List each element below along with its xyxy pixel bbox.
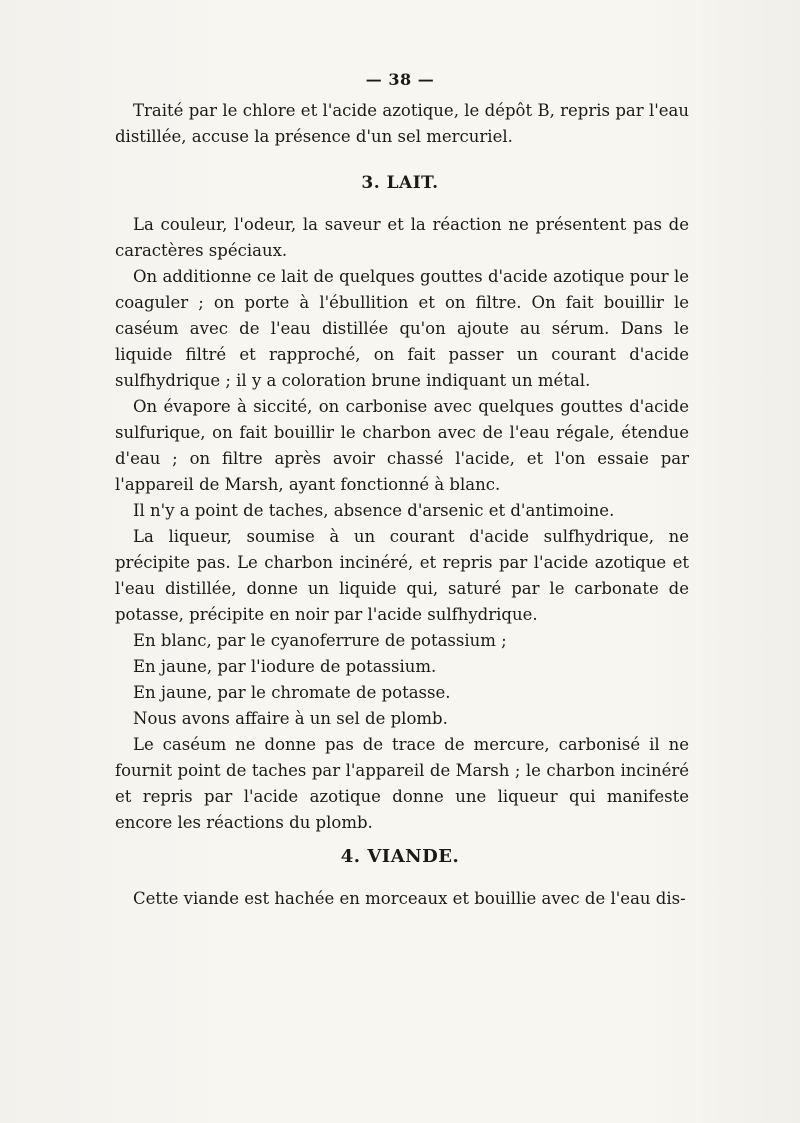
list-item: En jaune, par l'iodure de potassium. bbox=[133, 657, 437, 676]
section-heading-viande: 4. VIANDE. bbox=[340, 846, 460, 867]
lait-paragraph-3: On évapore à siccité, on carbonise avec quelques gouttes d'acide sulfurique, on fait bouillir le charbon avec de l'eau régale, étendue d'eau ; on filtre après avoir chassé l'acide, et l'on essaie par l'appareil de Marsh, ayant fonctionné à blanc. bbox=[115, 397, 689, 494]
page-number: — 38 — bbox=[365, 70, 435, 89]
section-heading-lait: 3. LAIT. bbox=[361, 173, 439, 193]
list-item: En blanc, par le cyanoferrure de potassium ; bbox=[133, 631, 507, 650]
list-item: Nous avons affaire à un sel de plomb. bbox=[133, 709, 448, 728]
lait-paragraph-5: La liqueur, soumise à un courant d'acide sulfhydrique, ne précipite pas. Le charbon incinéré, et repris par l'acide azotique et l'eau distillée, donne un liquide qui, saturé par le carbonate de potasse, précipite en noir par l'acide sulfhydrique. bbox=[115, 527, 689, 624]
lait-paragraph-4: Il n'y a point de taches, absence d'arsenic et d'antimoine. bbox=[133, 501, 615, 520]
lait-closing-paragraph: Le caséum ne donne pas de trace de mercure, carbonisé il ne fournit point de taches par l'appareil de Marsh ; le charbon incinéré et repris par l'acide azotique donne une liqueur qui manifeste encore les réactions du plomb. bbox=[115, 735, 689, 832]
lait-paragraph-1: La couleur, l'odeur, la saveur et la réaction ne présentent pas de caractères spéciaux. bbox=[115, 215, 689, 260]
intro-paragraph: Traité par le chlore et l'acide azotique, le dépôt B, repris par l'eau distillée, accuse la présence d'un sel mercuriel. bbox=[115, 101, 689, 146]
list-item: En jaune, par le chromate de potasse. bbox=[133, 683, 451, 702]
section-viande-body bbox=[115, 886, 689, 912]
lait-paragraph-2: On additionne ce lait de quelques gouttes d'acide azotique pour le coaguler ; on porte à l'ébullition et on filtre. On fait bouillir le caséum avec de l'eau distillée qu'on ajoute au sérum. Dans le liquide filtré et rapproché, on fait passer un courant d'acide sulfhydrique ; il y a coloration brune indiquant un métal. bbox=[115, 267, 689, 390]
section-lait-body bbox=[115, 212, 689, 836]
viande-paragraph: Cette viande est hachée en morceaux et bouillie avec de l'eau dis- bbox=[133, 889, 686, 908]
intro-block bbox=[115, 98, 689, 150]
